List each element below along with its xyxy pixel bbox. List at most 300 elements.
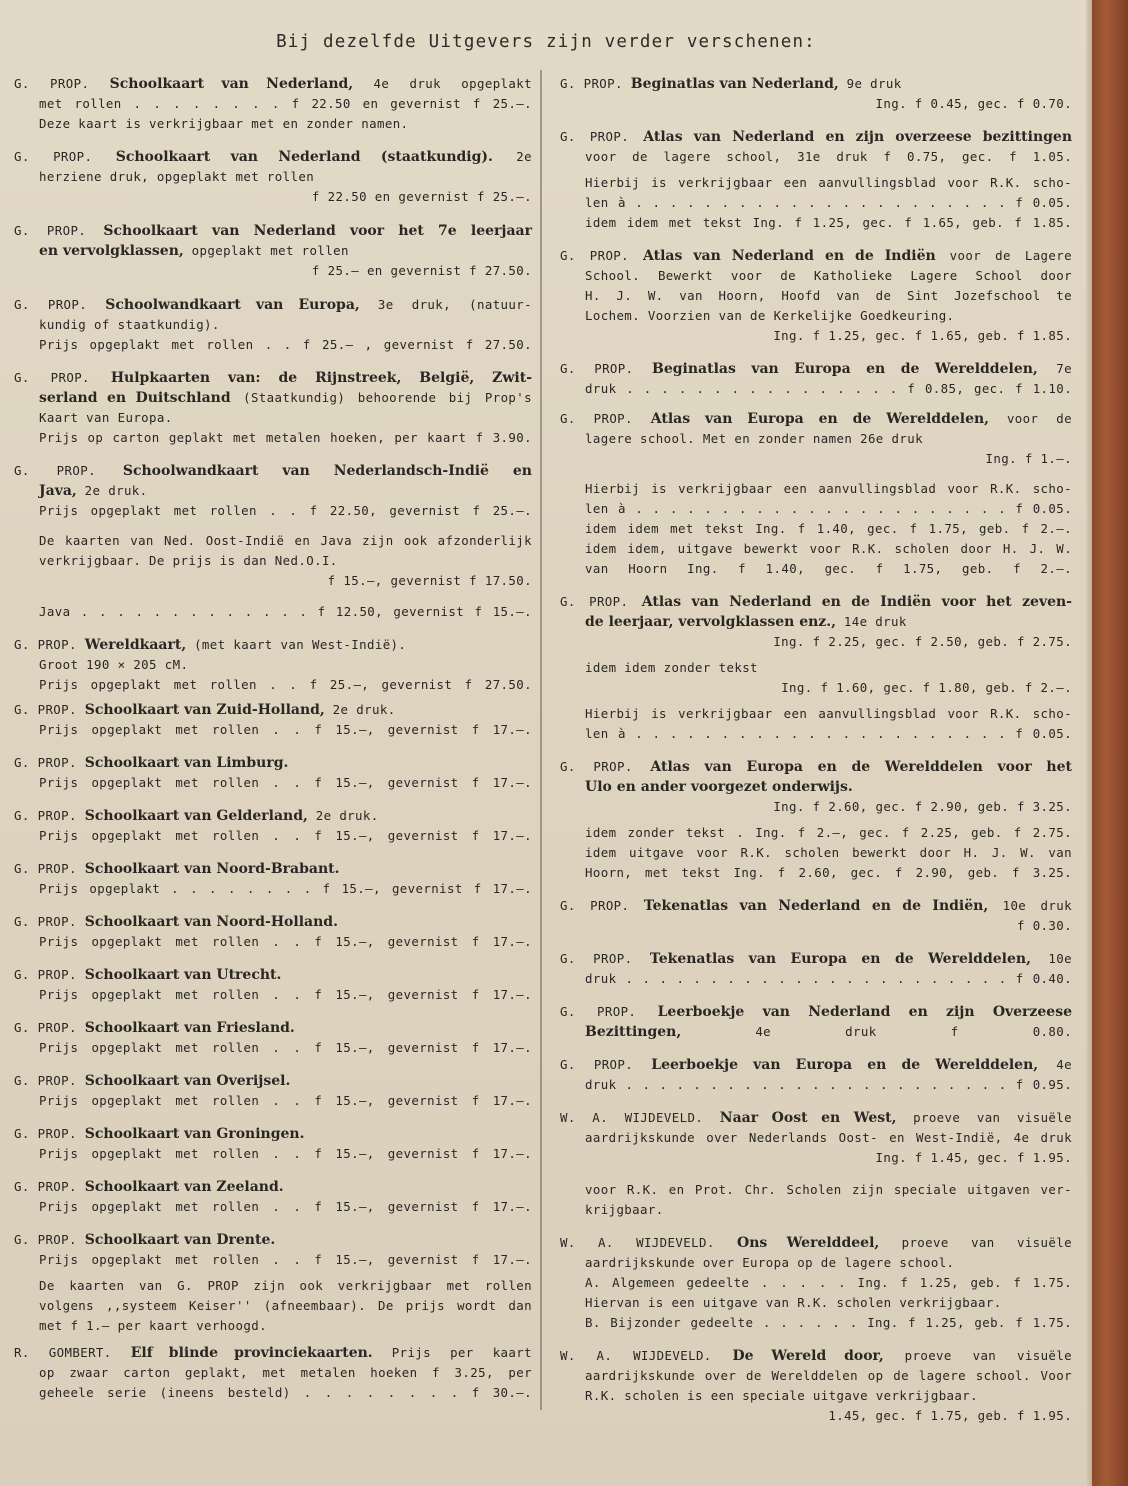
entry-line xyxy=(560,379,1072,399)
catalogue-entry xyxy=(14,1124,532,1164)
body-text: druk . . . . . . . . . . . . . . . . f 0.85, gec. f 1.10. xyxy=(585,381,1072,396)
body-text: G. PROP. xyxy=(560,1057,652,1072)
body-text: krijgbaar. xyxy=(585,1202,664,1217)
entry-line xyxy=(560,592,1072,612)
title-text: Hulpkaarten van: de Rijnstreek, België, Zwit- xyxy=(110,370,532,386)
entry-line xyxy=(14,932,532,952)
entry-line xyxy=(560,724,1072,744)
entry-line xyxy=(560,246,1072,266)
entry-line xyxy=(560,1293,1072,1313)
entry-line xyxy=(560,519,1072,539)
entry-line xyxy=(560,306,1072,326)
body-text: kundig of staatkundig). xyxy=(39,317,220,332)
body-text: Ing. f 0.45, gec. f 0.70. xyxy=(875,96,1072,111)
body-text: G. PROP. xyxy=(560,898,644,913)
body-text: Java . . . . . . . . . . . . . f 12.50, gevernist f 15.—. xyxy=(39,604,532,619)
body-text: proeve van visuële xyxy=(883,1348,1073,1363)
body-text: R.K. scholen is een speciale uitgave verkrijgbaar. xyxy=(585,1388,978,1403)
body-text: Prijs opgeplakt met rollen . . f 15.—, gevernist f 17.—. xyxy=(39,934,532,949)
body-text: H. J. W. van Hoorn, Hoofd van de Sint Jozefschool te xyxy=(585,288,1072,303)
body-text: lagere school. Met en zonder namen 26e druk xyxy=(585,431,923,446)
catalogue-entry xyxy=(14,602,532,622)
body-text: 4e druk f 0.80. xyxy=(681,1024,1072,1039)
entry-line xyxy=(14,806,532,826)
title-text: Schoolkaart van Nederland voor het 7e leerjaar xyxy=(103,223,532,239)
body-text: Ing. f 2.25, gec. f 2.50, geb. f 2.75. xyxy=(773,634,1072,649)
entry-line xyxy=(560,1346,1072,1366)
body-text: Prijs op carton geplakt met metalen hoeken, per kaart f 3.90. xyxy=(39,430,532,445)
body-text: voor R.K. en Prot. Chr. Scholen zijn speciale uitgaven ver- xyxy=(585,1182,1072,1197)
catalogue-entry xyxy=(14,531,532,591)
entry-line xyxy=(14,985,532,1005)
catalogue-entry xyxy=(560,757,1072,817)
body-text: Hiervan is een uitgave van R.K. scholen verkrijgbaar. xyxy=(585,1295,1002,1310)
entry-line xyxy=(14,531,532,551)
body-text: Ing. f 2.60, gec. f 2.90, geb. f 3.25. xyxy=(773,799,1072,814)
title-text: de leerjaar, vervolgklassen enz., xyxy=(585,614,836,630)
entry-line xyxy=(560,1108,1072,1128)
body-text: 2e druk. xyxy=(307,808,379,823)
catalogue-entry xyxy=(14,1071,532,1111)
entry-line xyxy=(560,1148,1072,1168)
entry-line xyxy=(14,753,532,773)
title-text: Tekenatlas van Nederland en de Indiën, xyxy=(643,898,989,914)
entry-line xyxy=(560,213,1072,233)
body-text: W. A. WIJDEVELD. xyxy=(560,1110,720,1125)
entry-line xyxy=(14,221,532,241)
title-text: Naar Oost en West, xyxy=(719,1110,897,1126)
entry-line xyxy=(14,1197,532,1217)
entry-line xyxy=(560,74,1072,94)
body-text: van Hoorn Ing. f 1.40, gec. f 1.75, geb. f 2.—. xyxy=(585,561,1072,576)
body-text: B. Bijzonder gedeelte . . . . . . Ing. f 1.25, geb. f 1.75. xyxy=(585,1315,1072,1330)
body-text: G. PROP. xyxy=(14,76,110,91)
body-text: idem zonder tekst . Ing. f 2.—, gec. f 2.25, geb. f 2.75. xyxy=(585,825,1072,840)
body-text: 3e druk, (natuur- xyxy=(359,297,532,312)
body-text: Ing. f 1.60, gec. f 1.80, geb. f 2.—. xyxy=(781,680,1072,695)
entry-line xyxy=(14,368,532,388)
body-text: 10e xyxy=(1030,951,1072,966)
entry-line xyxy=(14,1177,532,1197)
body-text: G. PROP. xyxy=(560,411,651,426)
body-text: voor de lagere school, 31e druk f 0.75, gec. f 1.05. xyxy=(585,149,1072,164)
column-divider xyxy=(540,70,542,1410)
entry-line xyxy=(560,326,1072,346)
catalogue-entry xyxy=(560,823,1072,883)
entry-line xyxy=(14,1018,532,1038)
body-text: Prijs opgeplakt met rollen . . f 25.—, gevernist f 27.50. xyxy=(39,677,532,692)
body-text: proeve van visuële xyxy=(879,1235,1072,1250)
entry-line xyxy=(560,1366,1072,1386)
body-text: De kaarten van Ned. Oost-Indië en Java zijn ook afzonderlijk xyxy=(39,533,532,548)
title-text: Leerboekje van Europa en de Werelddelen, xyxy=(651,1057,1039,1073)
entry-line xyxy=(560,704,1072,724)
entry-line xyxy=(14,1316,532,1336)
entry-line xyxy=(14,114,532,134)
entry-line xyxy=(560,1273,1072,1293)
entry-line xyxy=(14,551,532,571)
body-text: G. PROP. xyxy=(14,1073,85,1088)
body-text: 9e druk xyxy=(838,76,902,91)
body-text: Prijs opgeplakt met rollen . . f 22.50, gevernist f 25.—. xyxy=(39,503,532,518)
entry-line xyxy=(14,700,532,720)
catalogue-entry xyxy=(560,479,1072,579)
entry-line xyxy=(14,1038,532,1058)
entry-line xyxy=(14,408,532,428)
title-text: Bezittingen, xyxy=(585,1024,682,1040)
entry-line xyxy=(560,632,1072,652)
body-text: volgens ,,systeem Keiser'' (afneembaar). De prijs wordt dan xyxy=(39,1298,532,1313)
entry-line xyxy=(560,193,1072,213)
title-text: Schoolkaart van Zuid-Holland, xyxy=(84,702,325,718)
body-text: G. PROP. xyxy=(560,759,651,774)
catalogue-entry xyxy=(14,859,532,899)
catalogue-entry xyxy=(560,1055,1072,1095)
entry-line xyxy=(560,94,1072,114)
body-text: Groot 190 × 205 cM. xyxy=(39,657,189,672)
title-text: Schoolkaart van Drente. xyxy=(84,1232,276,1248)
entry-line xyxy=(14,501,532,521)
title-text: Schoolkaart van Nederland, xyxy=(109,76,354,92)
page-header: Bij dezelfde Uitgevers zijn verder verschenen: xyxy=(276,32,816,52)
entry-line xyxy=(14,1383,532,1403)
title-text: Leerboekje van Nederland en zijn Overzeese xyxy=(657,1004,1072,1020)
title-text: en vervolgklassen, xyxy=(39,243,184,259)
catalogue-entry xyxy=(14,912,532,952)
title-text: Schoolkaart van Groningen. xyxy=(84,1126,305,1142)
entry-line xyxy=(14,571,532,591)
entry-line xyxy=(560,127,1072,147)
entry-line xyxy=(14,675,532,695)
body-text: Hierbij is verkrijgbaar een aanvullingsblad voor R.K. scho- xyxy=(585,175,1072,190)
body-text: idem idem, uitgave bewerkt voor R.K. scholen door H. J. W. xyxy=(585,541,1072,556)
body-text: 4e xyxy=(1038,1057,1072,1072)
entry-line xyxy=(560,949,1072,969)
entry-line xyxy=(14,859,532,879)
title-text: Schoolkaart van Noord-Holland. xyxy=(84,914,338,930)
catalogue-entry xyxy=(14,1343,532,1403)
body-text: Prijs opgeplakt met rollen . . f 15.—, gevernist f 17.—. xyxy=(39,722,532,737)
entry-line xyxy=(14,74,532,94)
body-text: G. PROP. xyxy=(14,861,85,876)
body-text: 2e druk. xyxy=(324,702,396,717)
title-text: Atlas van Nederland en de Indiën xyxy=(643,248,936,264)
title-text: Schoolkaart van Noord-Brabant. xyxy=(84,861,340,877)
title-text: Schoolkaart van Friesland. xyxy=(84,1020,295,1036)
catalogue-entry xyxy=(14,221,532,281)
entry-line xyxy=(14,1363,532,1383)
catalogue-entry xyxy=(560,74,1072,114)
catalogue-entry xyxy=(560,949,1072,989)
body-text: G. PROP. xyxy=(14,149,116,164)
title-text: De Wereld door, xyxy=(732,1348,884,1364)
body-text: Prijs per kaart xyxy=(372,1345,532,1360)
entry-line xyxy=(14,461,532,481)
entry-line xyxy=(14,335,532,355)
catalogue-entry xyxy=(560,1002,1072,1042)
title-text: Ulo en ander voorgezet onderwijs. xyxy=(585,779,853,795)
body-text: G. PROP. xyxy=(560,951,650,966)
entry-line xyxy=(560,359,1072,379)
entry-line xyxy=(560,429,1072,449)
catalogue-entry xyxy=(14,965,532,1005)
body-text: G. PROP. xyxy=(14,808,85,823)
entry-line xyxy=(560,479,1072,499)
body-text: G. PROP. xyxy=(560,76,631,91)
title-text: Schoolkaart van Nederland (staatkundig). xyxy=(115,149,493,165)
body-text: met rollen . . . . . . . . f 22.50 en gevernist f 25.—. xyxy=(39,96,532,111)
entry-line xyxy=(560,658,1072,678)
catalogue-entry xyxy=(560,1180,1072,1220)
catalogue-entry xyxy=(560,896,1072,936)
entry-line xyxy=(14,167,532,187)
entry-line xyxy=(14,147,532,167)
catalogue-entry xyxy=(14,635,532,695)
entry-line xyxy=(560,823,1072,843)
catalogue-entry xyxy=(560,359,1072,399)
entry-line xyxy=(560,449,1072,469)
body-text: Prijs opgeplakt met rollen . . f 15.—, gevernist f 17.—. xyxy=(39,828,532,843)
entry-line xyxy=(560,843,1072,863)
entry-line xyxy=(560,1386,1072,1406)
body-text: voor de xyxy=(989,411,1072,426)
body-text: Lochem. Voorzien van de Kerkelijke Goedkeuring. xyxy=(585,308,955,323)
title-text: Beginatlas van Nederland, xyxy=(630,76,839,92)
body-text: Prijs opgeplakt met rollen . . f 25.— , gevernist f 27.50. xyxy=(39,337,532,352)
catalogue-entry xyxy=(560,127,1072,167)
catalogue-entry xyxy=(14,295,532,355)
title-text: Beginatlas van Europa en de Werelddelen, xyxy=(652,361,1038,377)
catalogue-entry xyxy=(560,409,1072,469)
body-text: len à . . . . . . . . . . . . . . . . . . . . . . f 0.05. xyxy=(585,501,1072,516)
title-text: Atlas van Nederland en de Indiën voor het zeven- xyxy=(641,594,1072,610)
entry-line xyxy=(560,1200,1072,1220)
body-text: De kaarten van G. PROP zijn ook verkrijgbaar met rollen xyxy=(39,1278,532,1293)
title-text: Atlas van Europa en de Werelddelen, xyxy=(650,411,990,427)
body-text: 14e druk xyxy=(836,614,907,629)
entry-line xyxy=(560,173,1072,193)
body-text: aardrijkskunde over de Werelddelen op de lagere school. Voor xyxy=(585,1368,1072,1383)
body-text: aardrijkskunde over Nederlands Oost- en West-Indië, 4e druk xyxy=(585,1130,1072,1145)
body-text: Prijs opgeplakt met rollen . . f 15.—, gevernist f 17.—. xyxy=(39,1093,532,1108)
title-text: Schoolwandkaart van Nederlandsch-Indië en xyxy=(122,463,532,479)
catalogue-entry xyxy=(560,658,1072,698)
body-text: Ing. f 1.—. xyxy=(985,451,1072,466)
catalogue-entry xyxy=(14,368,532,448)
entry-line xyxy=(14,1144,532,1164)
entry-line xyxy=(560,1253,1072,1273)
catalogue-entry xyxy=(14,1230,532,1270)
body-text: verkrijgbaar. De prijs is dan Ned.O.I. xyxy=(39,553,338,568)
entry-line xyxy=(14,1276,532,1296)
catalogue-entry xyxy=(560,1108,1072,1168)
entry-line xyxy=(14,635,532,655)
body-text: len à . . . . . . . . . . . . . . . . . . . . . . f 0.05. xyxy=(585,195,1072,210)
body-text: G. PROP. xyxy=(14,1126,85,1141)
title-text: Schoolwandkaart van Europa, xyxy=(105,297,360,313)
entry-line xyxy=(14,1296,532,1316)
catalogue-entry xyxy=(14,806,532,846)
body-text: G. PROP. xyxy=(14,702,85,717)
entry-line xyxy=(560,1022,1072,1042)
body-text: G. PROP. xyxy=(14,1020,85,1035)
entry-line xyxy=(14,773,532,793)
entry-line xyxy=(14,720,532,740)
body-text: G. PROP. xyxy=(14,223,104,238)
title-text: Schoolkaart van Utrecht. xyxy=(84,967,282,983)
title-text: Atlas van Nederland en zijn overzeese bezittingen xyxy=(643,129,1072,145)
body-text: Ing. f 1.45, gec. f 1.95. xyxy=(875,1150,1072,1165)
body-text: Prijs opgeplakt met rollen . . f 15.—, gevernist f 17.—. xyxy=(39,1252,532,1267)
body-text: G. PROP. xyxy=(14,1179,85,1194)
body-text: Ing. f 1.25, gec. f 1.65, geb. f 1.85. xyxy=(773,328,1072,343)
catalogue-entry xyxy=(14,753,532,793)
entry-line xyxy=(14,1250,532,1270)
entry-line xyxy=(560,1313,1072,1333)
entry-line xyxy=(560,409,1072,429)
body-text: A. Algemeen gedeelte . . . . . Ing. f 1.25, geb. f 1.75. xyxy=(585,1275,1072,1290)
entry-line xyxy=(14,94,532,114)
entry-line xyxy=(560,678,1072,698)
body-text: opgeplakt met rollen xyxy=(183,243,349,258)
body-text: W. A. WIJDEVELD. xyxy=(560,1348,733,1363)
body-text: proeve van visuële xyxy=(896,1110,1073,1125)
entry-line xyxy=(14,261,532,281)
entry-line xyxy=(560,896,1072,916)
entry-line xyxy=(14,187,532,207)
body-text: len à . . . . . . . . . . . . . . . . . . . . . . f 0.05. xyxy=(585,726,1072,741)
entry-line xyxy=(560,266,1072,286)
catalogue-entry xyxy=(14,461,532,521)
entry-line xyxy=(14,315,532,335)
entry-line xyxy=(560,612,1072,632)
body-text: 2e druk. xyxy=(76,483,148,498)
body-text: R. GOMBERT. xyxy=(14,1345,131,1360)
body-text: G. PROP. xyxy=(560,361,652,376)
catalogue-entry xyxy=(560,173,1072,233)
entry-line xyxy=(560,1406,1072,1426)
body-text: f 15.—, gevernist f 17.50. xyxy=(327,573,532,588)
catalogue-entry xyxy=(14,1177,532,1217)
entry-line xyxy=(14,1091,532,1111)
entry-line xyxy=(14,912,532,932)
catalogue-entry xyxy=(14,147,532,207)
entry-line xyxy=(560,147,1072,167)
body-text: Deze kaart is verkrijgbaar met en zonder namen. xyxy=(39,116,409,131)
entry-line xyxy=(14,826,532,846)
entry-line xyxy=(14,241,532,261)
body-text: met f 1.— per kaart verhoogd. xyxy=(39,1318,267,1333)
body-text: G. PROP. xyxy=(560,129,644,144)
body-text: Prijs opgeplakt . . . . . . . . f 15.—, gevernist f 17.—. xyxy=(39,881,532,896)
body-text: voor de Lagere xyxy=(935,248,1073,263)
entry-line xyxy=(560,863,1072,883)
title-text: Java, xyxy=(39,483,77,499)
catalogue-entry xyxy=(560,246,1072,346)
body-text: 10e druk xyxy=(988,898,1072,913)
body-text: idem uitgave voor R.K. scholen bewerkt door H. J. W. van xyxy=(585,845,1072,860)
body-text: 1.45, gec. f 1.75, geb. f 1.95. xyxy=(828,1408,1072,1423)
entry-line xyxy=(560,1002,1072,1022)
body-text: G. PROP. xyxy=(560,1004,658,1019)
body-text: G. PROP. xyxy=(14,297,106,312)
body-text: f 25.— en gevernist f 27.50. xyxy=(311,263,532,278)
body-text: druk . . . . . . . . . . . . . . . . . . . . . . . f 0.95. xyxy=(585,1077,1072,1092)
body-text: W. A. WIJDEVELD. xyxy=(560,1235,737,1250)
body-text: Prijs opgeplakt met rollen . . f 15.—, gevernist f 17.—. xyxy=(39,1040,532,1055)
entry-line xyxy=(560,969,1072,989)
catalogue-entry xyxy=(560,1346,1072,1426)
entry-line xyxy=(560,1180,1072,1200)
catalogue-entry xyxy=(14,74,532,134)
title-text: Elf blinde provinciekaarten. xyxy=(130,1345,373,1361)
entry-line xyxy=(560,1075,1072,1095)
body-text: f 0.30. xyxy=(1016,918,1072,933)
body-text: (Staatkundig) behoorende bij Prop's xyxy=(230,390,533,405)
body-text: G. PROP. xyxy=(560,594,642,609)
catalogue-entry xyxy=(14,1018,532,1058)
entry-line xyxy=(14,1071,532,1091)
body-text: Prijs opgeplakt met rollen . . f 15.—, gevernist f 17.—. xyxy=(39,1146,532,1161)
title-text: Atlas van Europa en de Werelddelen voor het xyxy=(650,759,1072,775)
entry-line xyxy=(560,777,1072,797)
body-text: G. PROP. xyxy=(14,967,85,982)
title-text: Wereldkaart, xyxy=(84,637,187,653)
body-text: G. PROP. xyxy=(560,248,644,263)
right-column xyxy=(560,74,1072,1426)
entry-line xyxy=(14,655,532,675)
body-text: Kaart van Europa. xyxy=(39,410,173,425)
body-text: G. PROP. xyxy=(14,914,85,929)
title-text: Schoolkaart van Gelderland, xyxy=(84,808,308,824)
title-text: Schoolkaart van Limburg. xyxy=(84,755,289,771)
title-text: Tekenatlas van Europa en de Werelddelen, xyxy=(649,951,1031,967)
entry-line xyxy=(560,916,1072,936)
entry-line xyxy=(560,539,1072,559)
body-text: G. PROP. xyxy=(14,370,111,385)
body-text: School. Bewerkt voor de Katholieke Lagere School door xyxy=(585,268,1072,283)
entry-line xyxy=(14,295,532,315)
body-text: G. PROP. xyxy=(14,463,123,478)
entry-line xyxy=(560,286,1072,306)
body-text: idem idem met tekst Ing. f 1.40, gec. f 1.75, geb. f 2.—. xyxy=(585,521,1072,536)
title-text: serland en Duitschland xyxy=(39,390,231,406)
catalogue-entry xyxy=(14,1276,532,1336)
catalogue-entry xyxy=(560,592,1072,652)
body-text: Hierbij is verkrijgbaar een aanvullingsblad voor R.K. scho- xyxy=(585,706,1072,721)
entry-line xyxy=(560,499,1072,519)
body-text: druk . . . . . . . . . . . . . . . . . . . . . . . f 0.40. xyxy=(585,971,1072,986)
book-spine xyxy=(1092,0,1128,1486)
entry-line xyxy=(560,757,1072,777)
catalogue-entry xyxy=(14,700,532,740)
body-text: op zwaar carton geplakt, met metalen hoeken f 3.25, per xyxy=(39,1365,532,1380)
body-text: Hierbij is verkrijgbaar een aanvullingsblad voor R.K. scho- xyxy=(585,481,1072,496)
entry-line xyxy=(14,428,532,448)
entry-line xyxy=(560,797,1072,817)
entry-line xyxy=(14,602,532,622)
body-text: (met kaart van West-Indië). xyxy=(186,637,407,652)
body-text: G. PROP. xyxy=(14,755,85,770)
entry-line xyxy=(560,1128,1072,1148)
body-text: Prijs opgeplakt met rollen . . f 15.—, gevernist f 17.—. xyxy=(39,987,532,1002)
body-text: aardrijkskunde over Europa op de lagere school. xyxy=(585,1255,955,1270)
body-text: idem idem zonder tekst xyxy=(585,660,758,675)
title-text: Schoolkaart van Overijsel. xyxy=(84,1073,291,1089)
body-text: Prijs opgeplakt met rollen . . f 15.—, gevernist f 17.—. xyxy=(39,775,532,790)
body-text: Hoorn, met tekst Ing. f 2.60, gec. f 2.90, geb. f 3.25. xyxy=(585,865,1072,880)
body-text: G. PROP. xyxy=(14,1232,85,1247)
